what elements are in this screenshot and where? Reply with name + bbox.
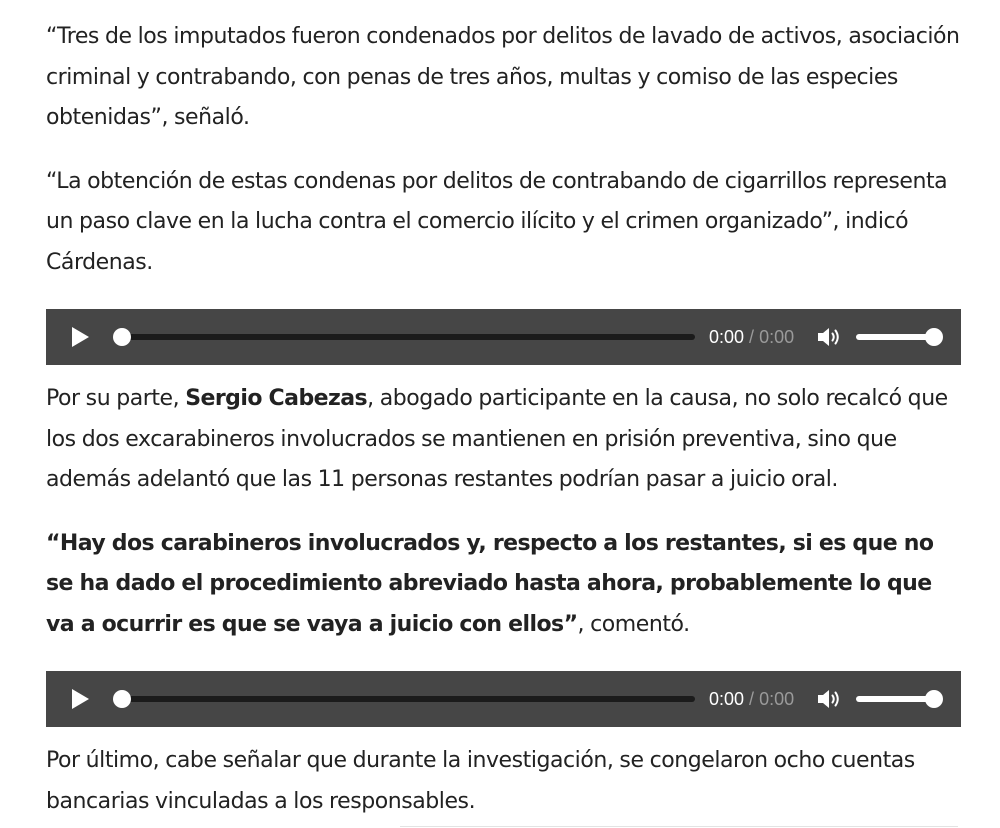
- progress-handle[interactable]: [113, 328, 131, 346]
- current-time: 0:00: [709, 689, 745, 709]
- divider: [400, 826, 958, 827]
- volume-slider-handle[interactable]: [925, 690, 943, 708]
- paragraph-quote-cardenas: [46, 162, 961, 284]
- play-icon[interactable]: [72, 327, 89, 347]
- volume-slider-track[interactable]: [856, 334, 934, 340]
- volume-icon[interactable]: [817, 688, 843, 710]
- paragraph-text: Por último, cabe señalar que durante la investigación, se congelaron ocho cuentas bancarias vinculadas a los responsables.: [46, 748, 915, 814]
- play-icon[interactable]: [72, 689, 89, 709]
- duration: 0:00: [759, 327, 795, 347]
- audio-player-2: [46, 671, 961, 727]
- paragraph-sergio-cabezas: [46, 379, 961, 501]
- paragraph-quote-sentence: [46, 17, 961, 139]
- progress-handle[interactable]: [113, 690, 131, 708]
- volume-icon[interactable]: [817, 326, 843, 348]
- time-separator: /: [744, 327, 760, 347]
- paragraph-text: “Tres de los imputados fueron condenados por delitos de lavado de activos, asociación criminal y contrabando, con penas de tres años, multas y comiso de las especies obtenidas”, señaló.: [46, 24, 960, 130]
- paragraph-frozen-accounts: [46, 741, 961, 822]
- paragraph-text: , comentó.: [577, 611, 690, 637]
- duration: 0:00: [759, 689, 795, 709]
- audio-player-1: [46, 309, 961, 365]
- paragraph-text: “La obtención de estas condenas por delitos de contrabando de cigarrillos representa un paso clave en la lucha contra el comercio ilícito y el crimen organizado”, indicó Cárdenas.: [46, 168, 948, 275]
- progress-track[interactable]: [115, 334, 695, 340]
- time-separator: /: [744, 689, 760, 709]
- progress-track[interactable]: [115, 696, 695, 702]
- person-name: Sergio Cabezas: [185, 386, 368, 411]
- bold-quote: “Hay dos carabineros involucrados y, respecto a los restantes, si es que no se ha dado el procedimiento abreviado hasta ahora, probablemente lo que va a ocurrir es que se vaya a juicio con ellos”: [46, 530, 934, 637]
- time-display: [709, 325, 794, 349]
- article-body: [46, 17, 961, 822]
- time-display: [709, 687, 794, 711]
- volume-slider-handle[interactable]: [925, 328, 943, 346]
- paragraph-text: , abogado participante en la causa, no solo recalcó que los dos excarabineros involucrados se mantienen en prisión preventiva, sino que además adelantó que las 11 personas restantes podrían pasar a juicio oral.: [46, 386, 948, 492]
- volume-slider-track[interactable]: [856, 696, 934, 702]
- paragraph-bold-quote: [46, 524, 961, 646]
- current-time: 0:00: [709, 327, 745, 347]
- paragraph-text: Por su parte,: [46, 386, 186, 411]
